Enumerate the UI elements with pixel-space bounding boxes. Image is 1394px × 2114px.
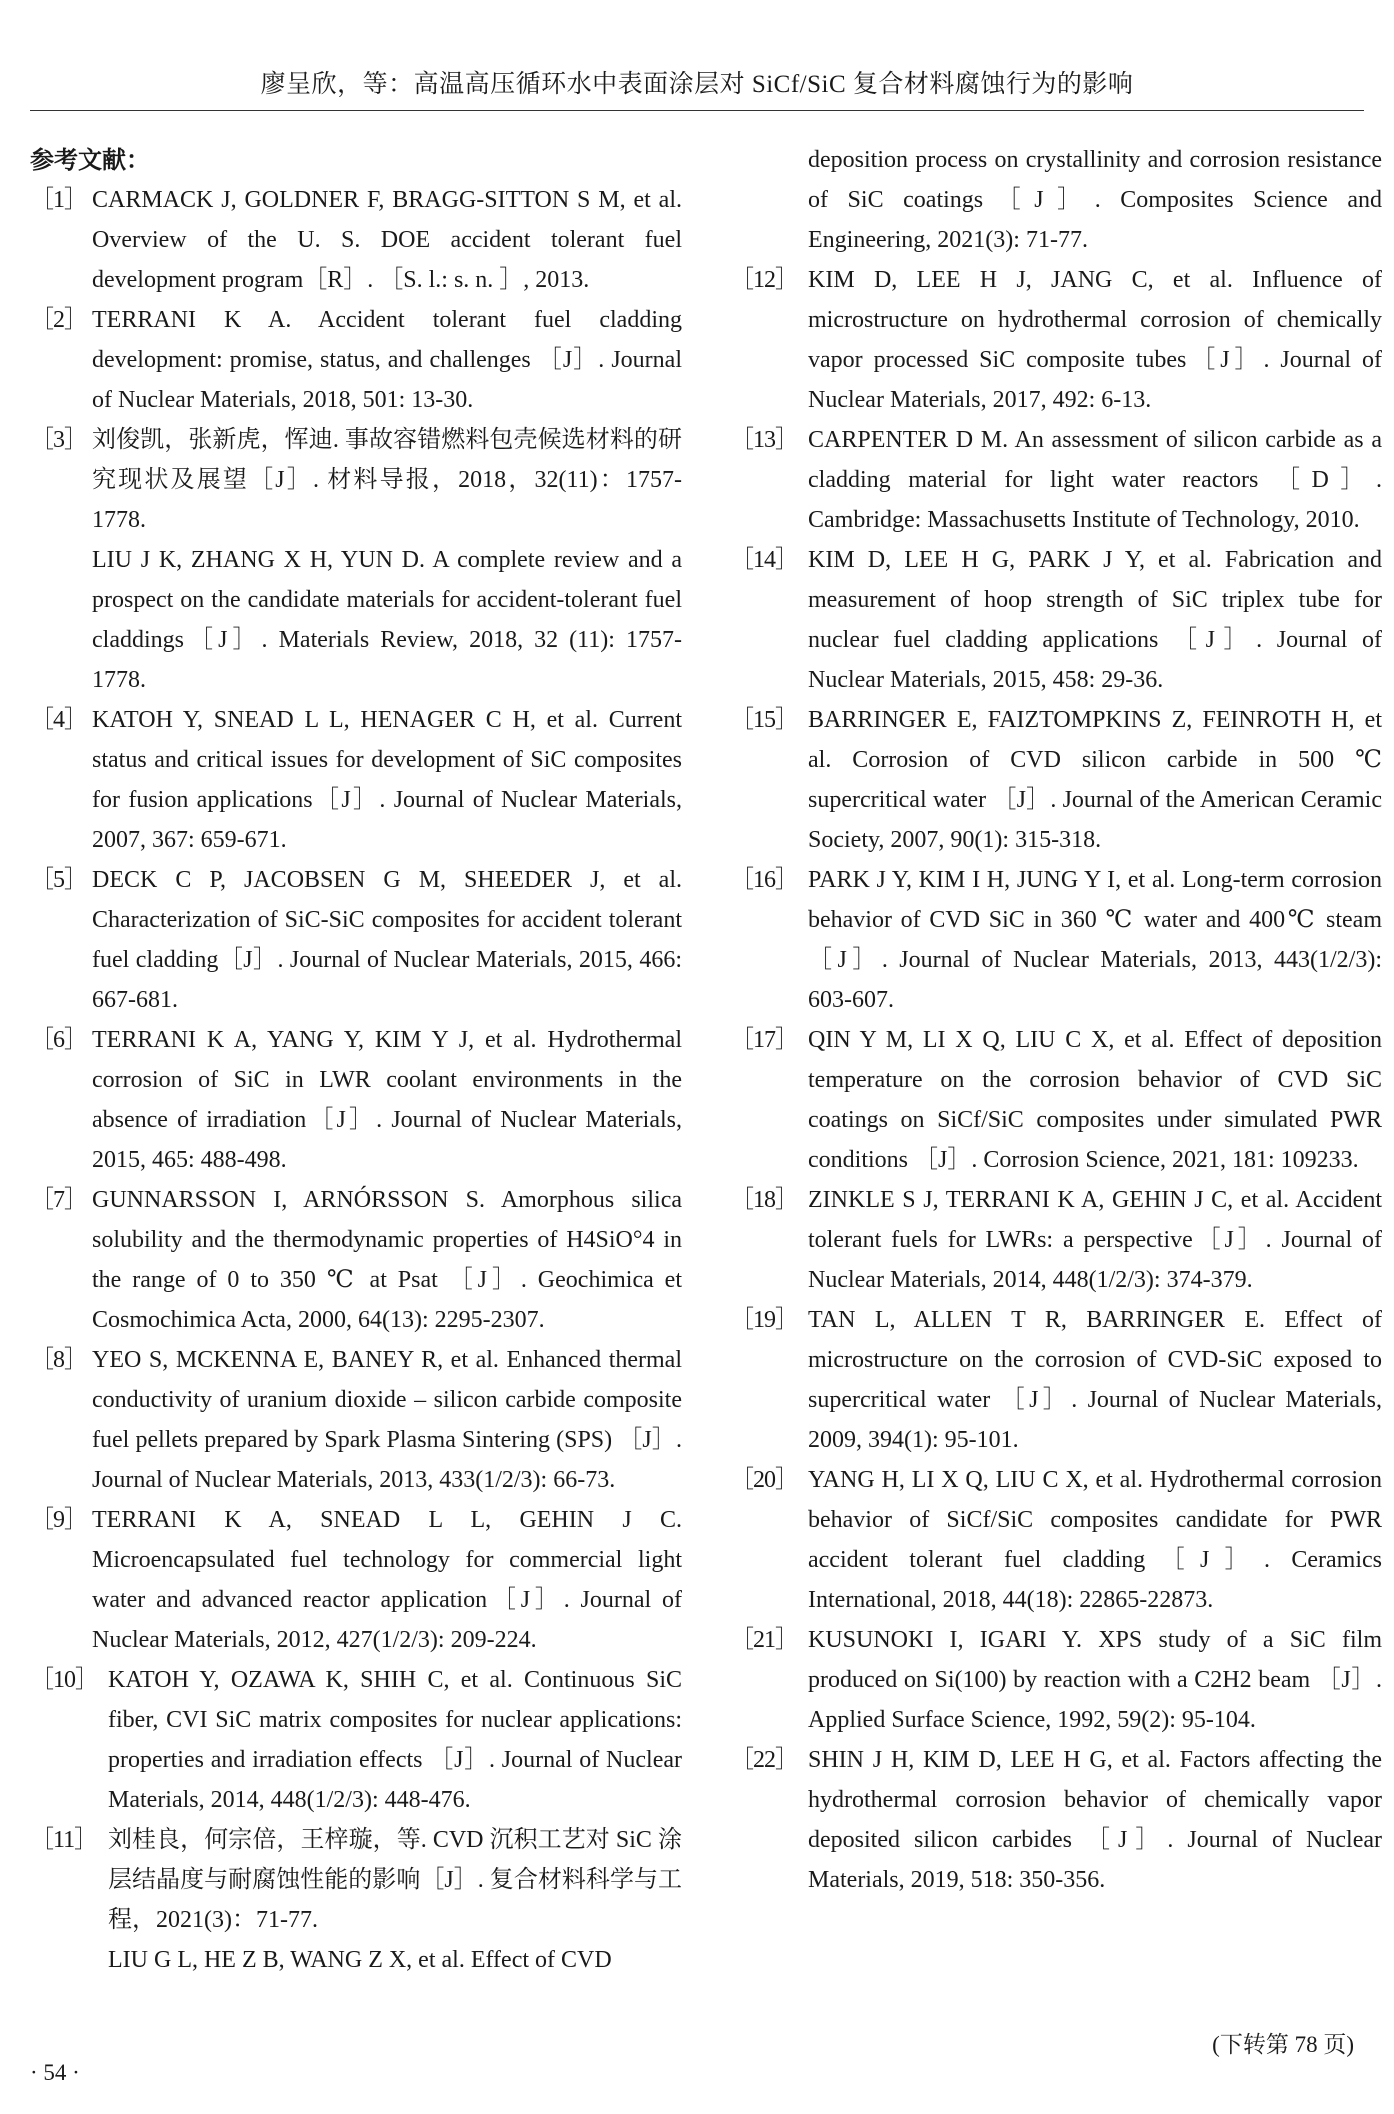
reference-text: KIM D, LEE H G, PARK J Y, et al. Fabrication and measurement of hoop strength of SiC triplex tube for nuclear fuel cladding applications ［J］. Journal of Nuclear Materials, 2015, 458: 29-36. [808,547,1382,693]
reference-item [30,700,682,860]
right-column [730,140,1382,1900]
reference-number: ［9］ [30,1507,87,1533]
reference-item [30,1180,682,1340]
reference-text: 刘桂良，何宗倍，王梓璇，等. CVD 沉积工艺对 SiC 涂层结晶度与耐腐蚀性能的影响［J］. 复合材料科学与工程，2021(3)：71-77. [108,1827,682,1933]
reference-item [30,420,682,700]
reference-number: ［10］ [30,1667,98,1693]
reference-number: ［5］ [30,867,87,893]
reference-number: ［22］ [730,1747,798,1773]
reference-text: YANG H, LI X Q, LIU C X, et al. Hydrothermal corrosion behavior of SiCf/SiC composites candidate for PWR accident tolerant fuel cladding［J］. Ceramics International, 2018, 44(18): 22865-22873. [808,1467,1382,1613]
left-column [30,140,682,1980]
reference-item [30,1500,682,1660]
reference-item [730,260,1382,420]
reference-text: KATOH Y, OZAWA K, SHIH C, et al. Continuous SiC fiber, CVI SiC matrix composites for nuclear applications: properties and irradiation effects ［J］. Journal of Nuclear Materials, 2014, 448(1/2/3): 448-476. [108,1667,682,1813]
reference-item [730,1020,1382,1180]
reference-item [730,700,1382,860]
reference-item [730,1740,1382,1900]
reference-item [730,1300,1382,1460]
reference-number: ［19］ [730,1307,798,1333]
reference-item [30,1020,682,1180]
reference-item [30,1660,682,1820]
reference-item [30,1820,682,1980]
reference-number: ［15］ [730,707,798,733]
reference-text: TERRANI K A, YANG Y, KIM Y J, et al. Hydrothermal corrosion of SiC in LWR coolant environments in the absence of irradiation［J］. Journal of Nuclear Materials, 2015, 465: 488-498. [92,1027,682,1173]
reference-number: ［18］ [730,1187,798,1213]
reference-text: YEO S, MCKENNA E, BANEY R, et al. Enhanced thermal conductivity of uranium dioxide – silicon carbide composite fuel pellets prepared by Spark Plasma Sintering (SPS) ［J］. Journal of Nuclear Materials, 2013, 433(1/2/3): 66-73. [92,1347,682,1493]
reference-item [730,540,1382,700]
reference-number: ［17］ [730,1027,798,1053]
reference-number: ［2］ [30,307,87,333]
reference-number: ［8］ [30,1347,87,1373]
reference-text: SHIN J H, KIM D, LEE H G, et al. Factors affecting the hydrothermal corrosion behavior of chemically vapor deposited silicon carbides ［J］. Journal of Nuclear Materials, 2019, 518: 350-356. [808,1747,1382,1893]
reference-text: BARRINGER E, FAIZTOMPKINS Z, FEINROTH H, et al. Corrosion of CVD silicon carbide in 500 ℃ supercritical water ［J］. Journal of the American Ceramic Society, 2007, 90(1): 315-318. [808,707,1382,853]
reference-text: GUNNARSSON I, ARNÓRSSON S. Amorphous silica solubility and the thermodynamic properties of H4SiO°4 in the range of 0 to 350 ℃ at Psat ［J］. Geochimica et Cosmochimica Acta, 2000, 64(13): 2295-2307. [92,1187,682,1333]
reference-text: KATOH Y, SNEAD L L, HENAGER C H, et al. Current status and critical issues for development of SiC composites for fusion applications［J］. Journal of Nuclear Materials, 2007, 367: 659-671. [92,707,682,853]
reference-number: ［21］ [730,1627,798,1653]
reference-number: ［6］ [30,1027,87,1053]
reference-number: ［7］ [30,1187,87,1213]
reference-number: ［3］ [30,427,87,453]
reference-number: ［4］ [30,707,87,733]
reference-number: ［13］ [730,427,798,453]
reference-text: 刘俊凯，张新虎，恽迪. 事故容错燃料包壳候选材料的研究现状及展望［J］. 材料导报，2018，32(11)：1757-1778. [92,427,682,533]
reference-text: KUSUNOKI I, IGARI Y. XPS study of a SiC film produced on Si(100) by reaction with a C2H2 beam ［J］. Applied Surface Science, 1992, 59(2): 95-104. [808,1627,1382,1733]
reference-text: CARMACK J, GOLDNER F, BRAGG-SITTON S M, et al. Overview of the U. S. DOE accident tolerant fuel development program［R］. ［S. l.: s. n. ］, 2013. [92,187,682,293]
reference-number: ［14］ [730,547,798,573]
reference-text: KIM D, LEE H J, JANG C, et al. Influence of microstructure on hydrothermal corrosion of chemically vapor processed SiC composite tubes［J］. Journal of Nuclear Materials, 2017, 492: 6-13. [808,267,1382,413]
reference-continuation: deposition process on crystallinity and corrosion resistance of SiC coatings［J］. Composites Science and Engineering, 2021(3): 71-77. [808,147,1382,253]
reference-item [730,1620,1382,1740]
reference-text: QIN Y M, LI X Q, LIU C X, et al. Effect of deposition temperature on the corrosion behavior of CVD SiC coatings on SiCf/SiC composites under simulated PWR conditions ［J］. Corrosion Science, 2021, 181: 109233. [808,1027,1382,1173]
references-heading: 参考文献： [30,146,150,174]
reference-number: ［16］ [730,867,798,893]
reference-item [30,1340,682,1500]
reference-text: TAN L, ALLEN T R, BARRINGER E. Effect of microstructure on the corrosion of CVD-SiC exposed to supercritical water ［J］. Journal of Nuclear Materials, 2009, 394(1): 95-101. [808,1307,1382,1453]
header-rule [30,110,1364,111]
reference-number: ［20］ [730,1467,798,1493]
reference-number: ［12］ [730,267,798,293]
reference-number: ［11］ [30,1827,98,1853]
page-number: · 54 · [30,2060,80,2085]
running-header: 廖呈欣，等：高温高压循环水中表面涂层对 SiCf/SiC 复合材料腐蚀行为的影响 [260,71,1134,98]
reference-item [30,180,682,300]
reference-item [730,860,1382,1020]
reference-text: PARK J Y, KIM I H, JUNG Y I, et al. Long-term corrosion behavior of CVD SiC in 360 ℃ water and 400℃ steam［J］. Journal of Nuclear Materials, 2013, 443(1/2/3): 603-607. [808,867,1382,1013]
reference-item [730,420,1382,540]
reference-item [730,1180,1382,1300]
reference-text: CARPENTER D M. An assessment of silicon carbide as a cladding material for light water reactors ［D］. Cambridge: Massachusetts Institute of Technology, 2010. [808,427,1382,533]
reference-text: DECK C P, JACOBSEN G M, SHEEDER J, et al. Characterization of SiC-SiC composites for accident tolerant fuel cladding［J］. Journal of Nuclear Materials, 2015, 466: 667-681. [92,867,682,1013]
reference-item [30,300,682,420]
reference-text: TERRANI K A. Accident tolerant fuel cladding development: promise, status, and challenges ［J］. Journal of Nuclear Materials, 2018, 501: 13-30. [92,307,682,413]
reference-text-english: LIU G L, HE Z B, WANG Z X, et al. Effect of CVD [108,1947,612,1973]
reference-text: TERRANI K A, SNEAD L L, GEHIN J C. Microencapsulated fuel technology for commercial light water and advanced reactor application［J］. Journal of Nuclear Materials, 2012, 427(1/2/3): 209-224. [92,1507,682,1653]
reference-text: ZINKLE S J, TERRANI K A, GEHIN J C, et al. Accident tolerant fuels for LWRs: a perspective［J］. Journal of Nuclear Materials, 2014, 448(1/2/3): 374-379. [808,1187,1382,1293]
reference-item [30,860,682,1020]
reference-number: ［1］ [30,187,87,213]
continued-note: (下转第 78 页) [1212,2032,1354,2057]
reference-item [730,1460,1382,1620]
reference-text-english: LIU J K, ZHANG X H, YUN D. A complete review and a prospect on the candidate materials for accident-tolerant fuel claddings［J］. Materials Review, 2018, 32 (11): 1757-1778. [92,547,682,693]
